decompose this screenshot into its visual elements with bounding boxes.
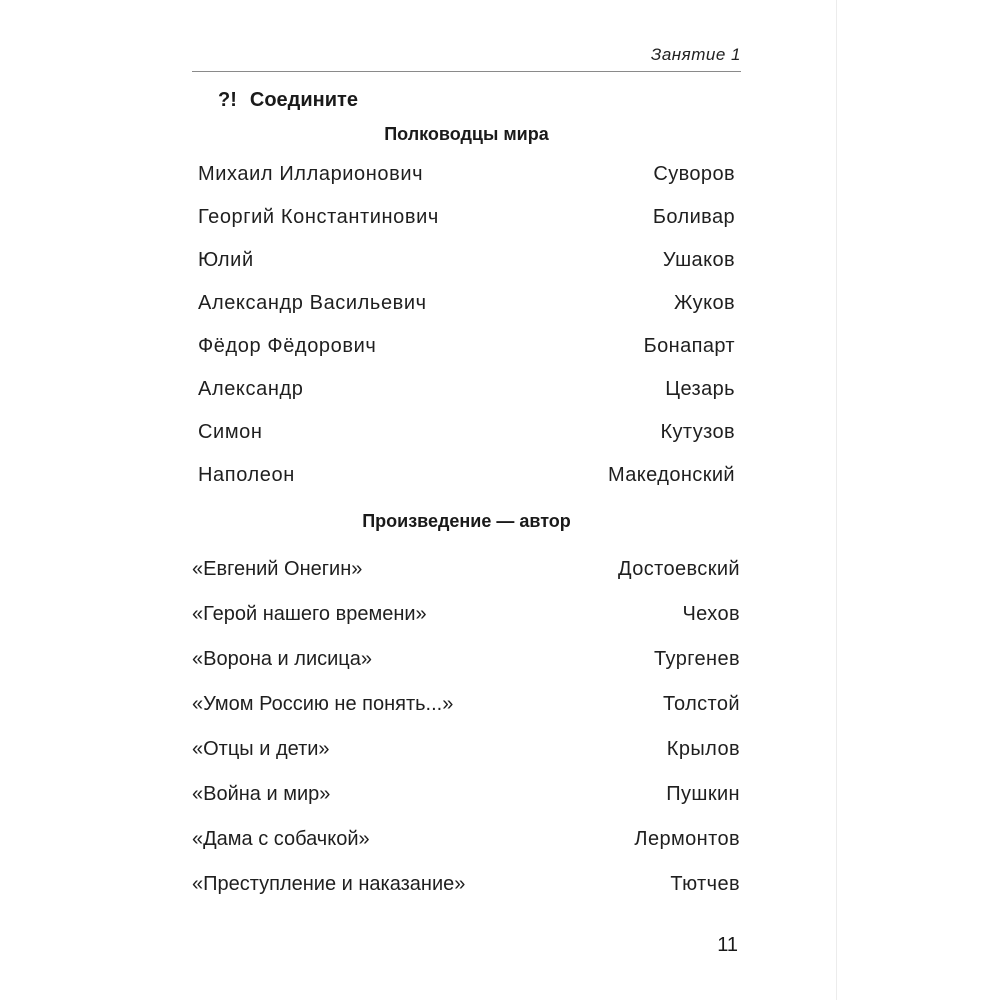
commander-surname: Боливар [652,206,735,228]
page-edge [836,0,837,1000]
task-instruction: Соедините [249,89,358,111]
author-name: Тургенев [654,648,740,670]
author-name: Лермонтов [634,828,740,850]
commander-surname: Суворов [653,163,735,185]
author-name: Крылов [666,738,740,760]
commander-surname: Кутузов [660,421,735,443]
running-title: Занятие 1 [650,45,741,64]
commander-first-name: Юлий [198,249,254,271]
task-heading [218,89,358,112]
commander-surname: Цезарь [665,378,735,400]
commander-first-name: Симон [198,421,263,443]
commander-first-name: Михаил Илларионович [198,163,424,185]
task-mark: ?! [218,89,237,111]
page-number: 11 [717,934,738,956]
commander-first-name: Александр [198,378,304,400]
author-name: Тютчев [670,873,740,895]
author-name: Чехов [682,603,740,625]
author-name: Толстой [662,693,740,715]
commander-surname: Жуков [674,292,735,314]
commander-surname: Бонапарт [643,335,735,357]
header-rule [192,71,741,72]
literary-work: «Евгений Онегин» [192,558,363,580]
literary-work: «Умом Россию не понять...» [192,693,454,715]
commander-first-name: Наполеон [198,464,295,486]
literary-work: «Дама с собачкой» [192,828,370,850]
commander-surname: Ушаков [662,249,735,271]
literary-work: «Герой нашего времени» [192,603,427,625]
literary-work: «Война и мир» [192,783,331,805]
commander-first-name: Александр Васильевич [198,292,427,314]
commander-first-name: Георгий Константинович [198,206,439,228]
section-title-works: Произведение — автор [362,511,571,531]
commander-first-name: Фёдор Фёдорович [198,335,377,357]
literary-work: «Преступление и наказание» [192,873,466,895]
literary-work: «Ворона и лисица» [192,648,372,670]
section-title-commanders: Полководцы мира [384,124,549,144]
author-name: Достоевский [618,558,740,580]
author-name: Пушкин [666,783,740,805]
commander-surname: Македонский [608,464,735,486]
literary-work: «Отцы и дети» [192,738,330,760]
